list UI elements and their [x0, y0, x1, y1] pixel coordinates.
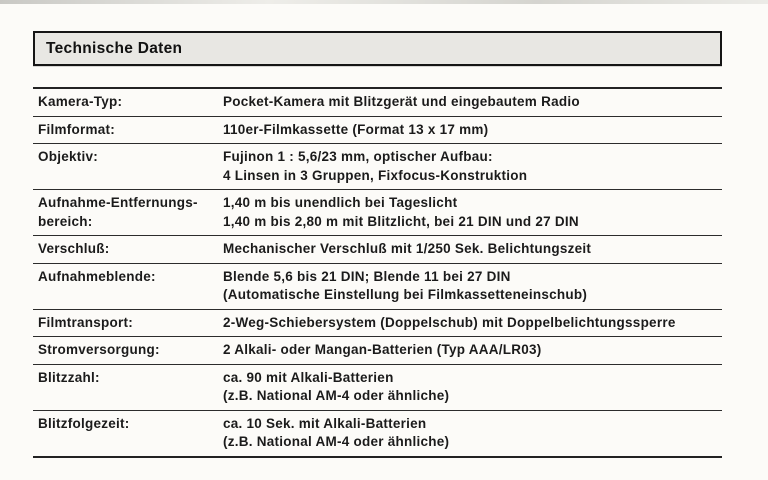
- value-line: 4 Linsen in 3 Gruppen, Fixfocus-Konstruktion: [223, 167, 528, 183]
- label-line: Aufnahme-Entfernungs-: [38, 195, 198, 210]
- spec-value: [223, 240, 722, 259]
- value-line: Blende 5,6 bis 21 DIN; Blende 11 bei 27 DIN: [223, 268, 511, 284]
- scan-edge-artifact: [0, 0, 768, 4]
- label-line: Stromversorgung:: [38, 342, 160, 357]
- spec-value: [223, 93, 722, 112]
- spec-row-filmformat: [33, 116, 722, 144]
- spec-label: [33, 121, 223, 140]
- spec-row-aufnahme-entfernungsbereich: [33, 189, 722, 235]
- spec-value: [223, 369, 722, 406]
- spec-label: [33, 314, 223, 333]
- spec-value: [223, 194, 722, 231]
- label-line: Filmtransport:: [38, 314, 134, 330]
- label-line: Blitzfolgezeit:: [38, 415, 130, 431]
- spec-label: [33, 369, 223, 406]
- spec-row-verschluss: [33, 235, 722, 263]
- spec-sheet-page: [33, 31, 722, 458]
- value-line: 1,40 m bis unendlich bei Tageslicht: [223, 195, 458, 210]
- spec-label: [33, 341, 223, 360]
- spec-row-objektiv: [33, 143, 722, 189]
- label-line: Objektiv:: [38, 149, 99, 164]
- spec-label: [33, 268, 223, 305]
- spec-value: [223, 148, 722, 185]
- value-line: 2-Weg-Schiebersystem (Doppelschub) mit Doppelbelichtungssperre: [223, 314, 676, 330]
- spec-value: [223, 314, 722, 333]
- section-header-box: [33, 31, 722, 66]
- spec-label: [33, 240, 223, 259]
- spec-row-blitzzahl: [33, 364, 722, 410]
- value-line: ca. 90 mit Alkali-Batterien: [223, 369, 394, 385]
- value-line: Pocket-Kamera mit Blitzgerät und eingebautem Radio: [223, 94, 580, 109]
- value-line: (Automatische Einstellung bei Filmkassetteneinschub): [223, 287, 588, 302]
- label-line: Verschluß:: [38, 241, 110, 256]
- label-line: Blitzzahl:: [38, 369, 100, 385]
- spec-value: [223, 121, 722, 140]
- spec-row-blitzfolgezeit: [33, 410, 722, 456]
- spec-row-filmtransport: [33, 309, 722, 337]
- value-line: (z.B. National AM-4 oder ähnliche): [223, 388, 450, 403]
- technical-data-table: [33, 87, 722, 458]
- spec-row-aufnahmeblende: [33, 263, 722, 309]
- spec-value: [223, 268, 722, 305]
- spec-value: [223, 341, 722, 360]
- spec-row-stromversorgung: [33, 336, 722, 364]
- value-line: Fujinon 1 : 5,6/23 mm, optischer Aufbau:: [223, 149, 493, 164]
- spec-value: [223, 415, 722, 452]
- spec-label: [33, 93, 223, 112]
- value-line: 1,40 m bis 2,80 m mit Blitzlicht, bei 21 DIN und 27 DIN: [223, 213, 579, 229]
- value-line: 110er-Filmkassette (Format 13 x 17 mm): [223, 121, 489, 137]
- label-line: Aufnahmeblende:: [38, 268, 156, 284]
- value-line: ca. 10 Sek. mit Alkali-Batterien: [223, 415, 427, 431]
- spec-row-kamera-typ: [33, 87, 722, 116]
- value-line: (z.B. National AM-4 oder ähnliche): [223, 434, 450, 449]
- value-line: Mechanischer Verschluß mit 1/250 Sek. Belichtungszeit: [223, 241, 592, 256]
- label-line: Kamera-Typ:: [38, 94, 123, 109]
- label-line: bereich:: [38, 213, 93, 229]
- label-line: Filmformat:: [38, 121, 115, 137]
- spec-label: [33, 148, 223, 185]
- value-line: 2 Alkali- oder Mangan-Batterien (Typ AAA/LR03): [223, 342, 542, 357]
- spec-label: [33, 194, 223, 231]
- page-title: Technische Daten: [46, 39, 183, 57]
- spec-label: [33, 415, 223, 452]
